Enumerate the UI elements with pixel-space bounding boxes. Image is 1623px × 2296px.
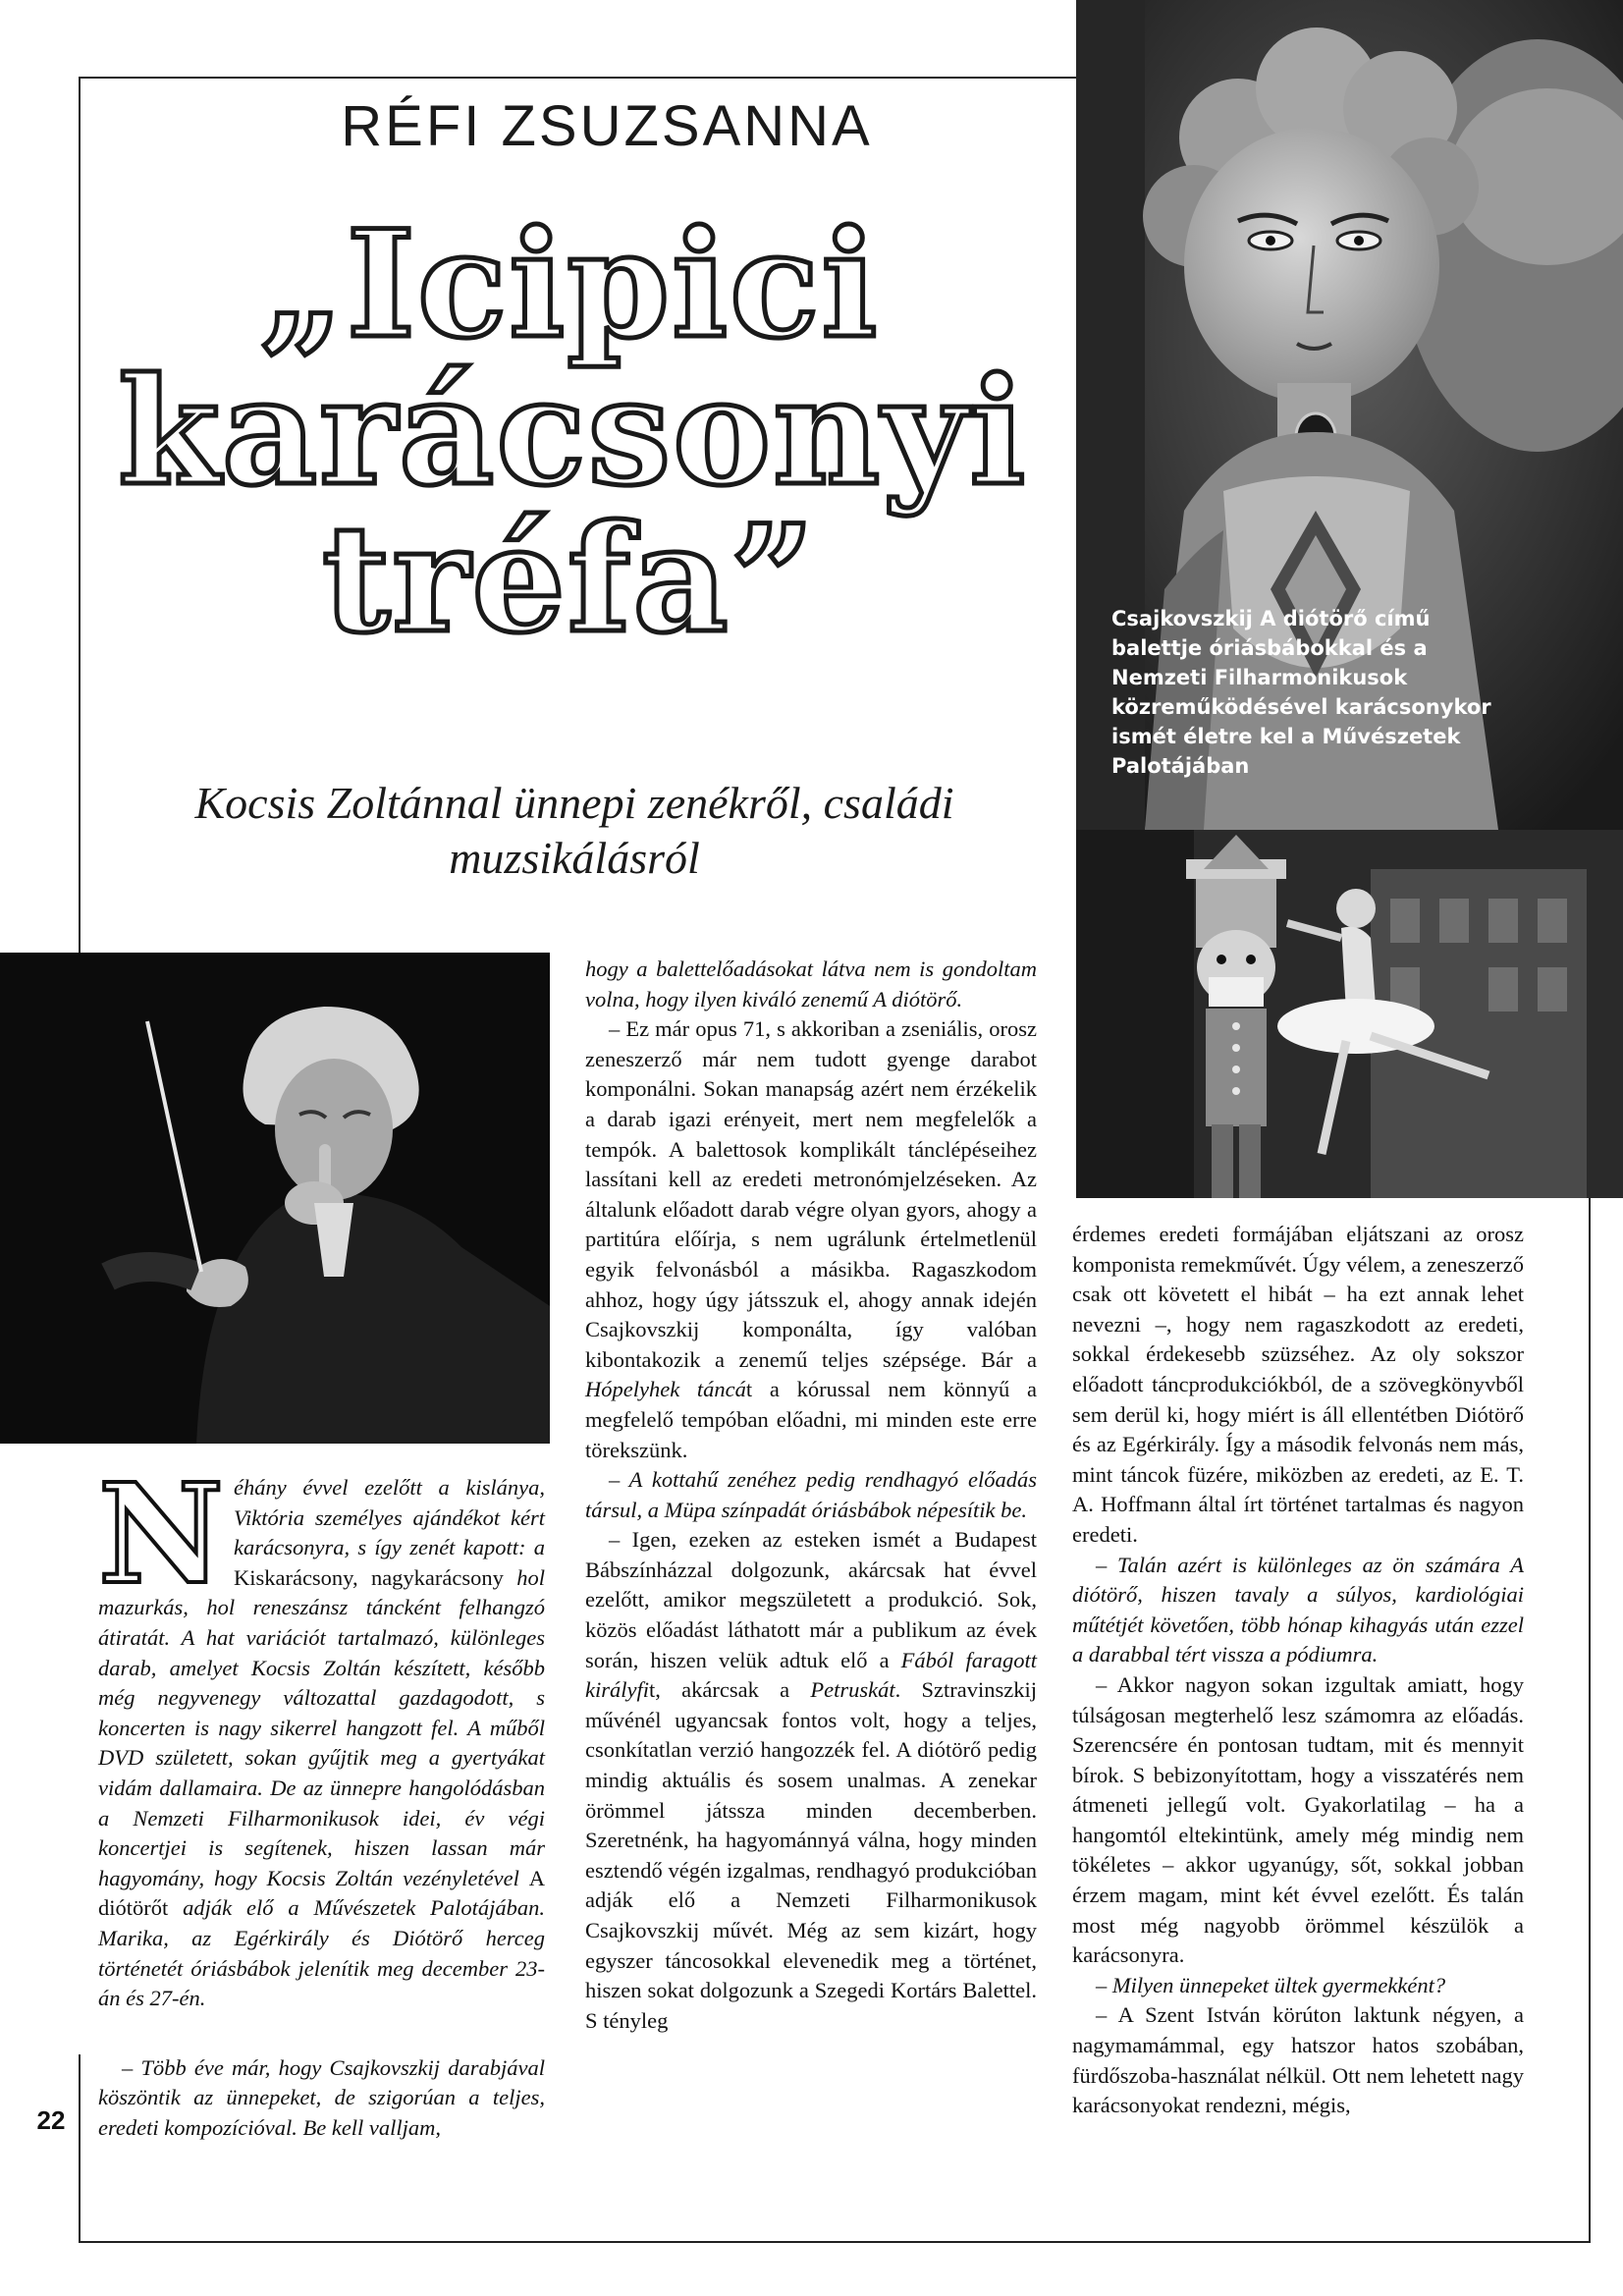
photo-caption: Csajkovszkij A diótörő című balettje óriásbábokkal és a Nemzeti Filharmonikusok közreműködésével karácsonykor ismét életre kel a Művészetek Palotájában [1111,607,1491,778]
answer-1-b: t a kórussal nem könnyű a megfelelő tempóban előadni, mi minden este erre törekszünk. [585,1377,1037,1462]
text-column-2 [585,955,1037,2036]
question-2: – A kottahű zenéhez pedig rendhagyó előadás társul, a Müpa színpadát óriásbábok népesítik be. [585,1467,1037,1522]
question-1-continued [585,955,1037,1014]
answer-1 [585,1014,1037,1465]
question-1: – Több éve már, hogy Csajkovszkij darabjával köszöntik az ünnepeket, de szigorúan a teljes, eredeti kompozícióval. Be kell valljam, [98,2054,545,2140]
page-number: 22 [36,2105,66,2135]
intro-text-d: A diótörőt [98,1865,545,1921]
intro-text-e: adják elő a Művészetek Palotájában. Marika, az Egérkirály és Diótörő herceg történetét óriásbábok jelenítik meg december 23-án és 27-én. [98,1895,545,2011]
drop-cap: N [98,1454,224,1615]
title-line-2: karácsonyi [118,346,1028,519]
conductor-photo [0,953,550,1444]
q1-cont-a: hogy a balettelőadásokat látva nem is gondoltam volna, hogy ilyen kiváló zenemű [585,957,1037,1011]
nutcracker-illustration [1076,830,1623,1198]
q1-cont-c: . [956,986,963,1011]
answer-2-b: t, akárcsak a [648,1677,811,1703]
title-line-1: „Icipici [259,198,880,371]
title-line-3: tréfa” [322,493,817,666]
answer-4: – A Szent István körúton laktunk négyen, a nagymamámmal, egy hatszor hatos szobában, fürdőszoba-használat nélkül. Ott nem lehetett nagy karácsonyokat rendezni, mégis, [1072,2002,1524,2118]
intro-text-a: éhány évvel ezelőtt a kislánya, Viktória személyes ajándékot kért karácsonyra, s így zenét kapott: a [233,1475,545,1560]
intro-paragraph [98,1454,545,2014]
answer-2-continued: érdemes eredeti formájában eljátszani az orosz komponista remekművét. Úgy vélem, a zeneszerző csak ott követett el hibát – ha ezt annak lehet nevezni –, hogy nem ragaszkodott az eredeti, sokkal érdekesebb szüzséhez. Az oly sokszor előadott táncprodukciókból, de a szövegkönyvből sem derül ki, hogy miért is áll ellentétben Diótörő és az Egérkirály. Így a második felvonás nem más, mint táncok füzére, miközben az eredeti, az E. T. A. Hoffmann által írt történet tartalmas és nagyon eredeti. [1072,1222,1524,1547]
answer-2-italic-2: Petruskát [810,1677,895,1703]
nutcracker-photo [1076,830,1623,1198]
frame-left-rule-lower [79,2054,81,2241]
question-4: – Milyen ünnepeket ültek gyermekként? [1096,1972,1446,1997]
conductor-illustration [0,953,550,1444]
article-subtitle: Kocsis Zoltánnal ünnepi zenékről, családi muzsikálásról [194,778,954,883]
text-column-3 [1072,1220,1524,2121]
frame-left-rule [79,77,81,956]
answer-1-a: – Ez már opus 71, s akkoriban a zseniális, orosz zeneszerző már nem tudott gyenge darabot komponálni. Sokan manapság azért nem érzékelik a darab igazi erényeit, mert nem megfelelők a tempók. A balettosok komplikált tánclépéseihez lassítani kell az eredeti metronómjelzéseken. Az általunk előadott darab végre olyan gyors, ahogy a partitúra előírja, s nem ugrálunk értelmetlenül egyik felvonásból a másikba. Ragaszkodom ahhoz, hogy úgy játsszuk el, ahogy annak idején Csajkovszkij komponálta, így valóban kibontakozik a zenemű teljes szépsége. Bár a [585,1016,1037,1372]
answer-2 [585,1525,1037,2036]
answer-2-a: – Igen, ezeken az esteken ismét a Budapest Bábszínházzal dolgozunk, akárcsak hat évvel ezelőtt, amikor megszületett a produkció. Sok, közös előadást láthatott már a publikum az évek során, hiszen velük adtuk elő a [585,1527,1037,1672]
frame-top-rule [79,77,1080,79]
article-title [118,198,1028,666]
answer-2-c: . Sztravinszkij művénél ugyancsak fontos volt, hogy a teljes, csonkítatlan verzió hangozzék fel. A diótörő pedig mindig aktuális és sosem unalmas. A zenekar örömmel játssza minden decemberben. Szeretnénk, ha hagyománnyá válna, hogy minden esztendő végén izgalmas, rendhagyó produkcióban adják elő a Nemzeti Filharmonikusok Csajkovszkij művét. Még az sem kizárt, hogy egyszer táncosokkal elevenedik meg a történet, hiszen sokat dolgozunk a Szegedi Kortárs Balettel. S tényleg [585,1677,1037,2033]
intro-text-b: Kiskarácsony, nagykarácsony [233,1564,504,1590]
intro-text-c: hol mazurkás, hol reneszánsz táncként felhangzó átiratát. A hat variációt tartalmazó, különleges darab, amelyet Kocsis Zoltán készített, később még negyvenegy változattal gazdagodott, s koncerten is nagy sikerrel hangzott fel. A műből DVD született, sokan gyűjtik meg a gyertyákat vidám dallamaira. De az ünnepre hangolódásban a Nemzeti Filharmonikusok idei, év végi koncertjei is segítenek, hiszen lassan már hagyomány, hogy Kocsis Zoltán vezényletével [98,1564,545,1890]
answer-1-italic: Hópelyhek táncá [585,1377,746,1402]
frame-bottom-rule [79,2241,1591,2243]
answer-2-italic-1: Fából faragott királyfi [585,1647,1037,1703]
question-3: – Talán azért is különleges az ön számára A diótörő, hiszen tavaly a súlyos, kardiológiai műtétjét követően, több hónap kihagyás után ezzel a darabbal tért vissza a pódiumra. [1072,1552,1524,1667]
author-name: RÉFI ZSUZSANNA [341,94,873,158]
q1-cont-b: A diótörő [873,986,957,1011]
text-column-1 [98,1454,545,2143]
answer-3: – Akkor nagyon sokan izgultak amiatt, hogy túlságosan megterhelő lesz számomra az előadás. Szerencsére én pontosan tudtam, mit és mennyit bírok. S bebizonyítottam, hogy a visszatérés nem átmeneti jellegű volt. Gyakorlatilag – ha a hangomtól eltekintünk, amely még mindig nem tökéletes – akkor ugyanúgy, sőt, sokkal jobban érzem magam, mint két évvel ezelőtt. És talán most még nagyobb örömmel készülök a karácsonyra. [1072,1671,1524,1968]
